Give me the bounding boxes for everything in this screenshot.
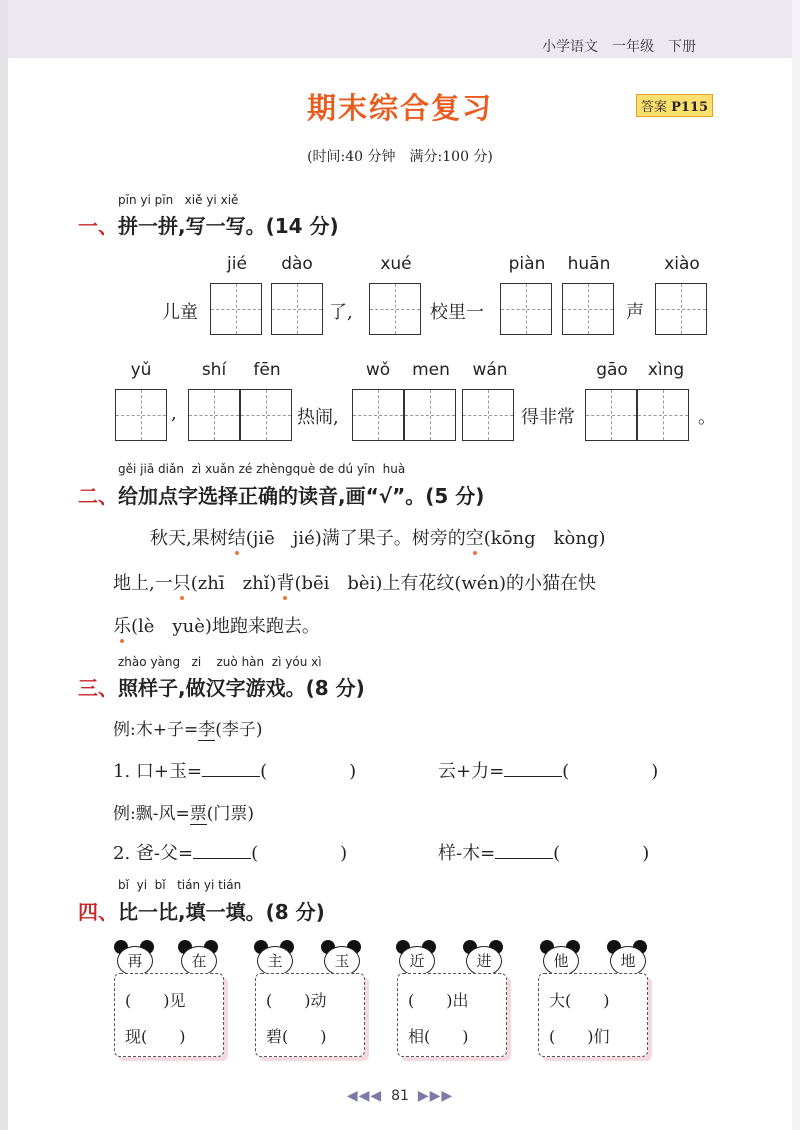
tianzige-box[interactable] xyxy=(271,283,323,335)
char-jin-enter: 进 xyxy=(466,946,502,976)
pinyin-wo: wǒ xyxy=(365,360,391,380)
tianzige-box[interactable] xyxy=(210,283,262,335)
pinyin-xue: xué xyxy=(380,254,412,274)
tianzige-box[interactable] xyxy=(637,389,689,441)
answer-page: P115 xyxy=(671,100,709,115)
dotted-char: 空 xyxy=(465,528,484,549)
subject-label: 小学语文 xyxy=(542,39,598,55)
text-renao: 热闹, xyxy=(297,407,339,428)
page-footer xyxy=(0,1088,800,1104)
answer-blank[interactable] xyxy=(495,840,553,859)
text-defeichang: 得非常 xyxy=(521,407,575,428)
tianzige-box[interactable] xyxy=(462,389,514,441)
page-number: 81 xyxy=(391,1088,409,1104)
fill-card xyxy=(397,973,507,1057)
pinyin-jie: jié xyxy=(227,254,247,274)
s3-question-2-left: 2. 爸-父= ( ) xyxy=(113,839,347,865)
s2-pinyin: gěi jiā diǎn zì xuǎn zé zhèngquè de dú yīn huà xyxy=(118,462,406,476)
volume-label: 下册 xyxy=(668,39,696,55)
s3-question-1-right: 云+力= ( ) xyxy=(438,757,658,783)
char-ta: 他 xyxy=(543,946,579,976)
s1-heading: 一、拼一拼,写一写。(14 分) xyxy=(78,214,339,238)
tianzige-box[interactable] xyxy=(404,389,456,441)
pinyin-shi: shí xyxy=(201,360,227,380)
text-period: 。 xyxy=(698,407,716,428)
tianzige-box[interactable] xyxy=(655,283,707,335)
pinyin-pian: piàn xyxy=(508,254,546,274)
book-info xyxy=(528,36,696,56)
text-sheng: 声 xyxy=(626,302,644,323)
dotted-char: 乐 xyxy=(113,616,131,637)
s4-heading: 四、比一比,填一填。(8 分) xyxy=(78,900,325,924)
answer-ref xyxy=(636,94,713,117)
fill-line[interactable]: ( )们 xyxy=(549,1027,610,1046)
answer-blank[interactable] xyxy=(504,758,562,777)
tianzige-box[interactable] xyxy=(352,389,404,441)
tianzige-box[interactable] xyxy=(562,283,614,335)
pinyin-fen: fēn xyxy=(253,360,281,380)
fill-card xyxy=(538,973,648,1057)
prev-arrows-icon: ◀◀◀ xyxy=(346,1088,383,1104)
fill-line[interactable]: 大( ) xyxy=(549,991,610,1010)
s3-question-2-right: 样-木= ( ) xyxy=(438,839,649,865)
char-zai-at: 在 xyxy=(181,946,217,976)
text-le: 了, xyxy=(329,302,353,323)
s3-example-2: 例:飘-风=票(门票) xyxy=(113,804,254,824)
fill-line[interactable]: ( )出 xyxy=(408,991,469,1010)
dotted-char: 背 xyxy=(276,573,295,594)
text-ertong: 儿童 xyxy=(162,302,198,323)
pinyin-xiao: xiào xyxy=(664,254,700,274)
tianzige-box[interactable] xyxy=(115,389,167,441)
fill-line[interactable]: 现( ) xyxy=(125,1027,186,1046)
page-title: 期末综合复习 xyxy=(306,91,493,125)
s4-pinyin: bǐ yi bǐ tián yi tián xyxy=(118,878,242,892)
dotted-char: 只 xyxy=(172,573,191,594)
pinyin-gao: gāo xyxy=(596,360,628,380)
tianzige-box[interactable] xyxy=(240,389,292,441)
time-info: (时间:40 分钟 满分:100 分) xyxy=(307,149,493,165)
s2-line-3: 乐(lè yuè)地跑来跑去。 xyxy=(113,616,320,637)
answer-label: 答案 xyxy=(641,100,668,115)
fill-card xyxy=(114,973,224,1057)
pinyin-men: men xyxy=(412,360,450,380)
fill-line[interactable]: ( )见 xyxy=(125,991,186,1010)
char-jin-near: 近 xyxy=(399,946,435,976)
s3-example-1: 例:木+子=李(李子) xyxy=(113,720,263,740)
text-comma: , xyxy=(171,403,177,424)
tianzige-box[interactable] xyxy=(369,283,421,335)
s3-pinyin: zhào yàng zi zuò hàn zì yóu xì xyxy=(118,655,322,669)
fill-line[interactable]: 相( ) xyxy=(408,1027,469,1046)
text-xiaoliyi: 校里一 xyxy=(430,302,484,323)
pinyin-yu: yǔ xyxy=(130,360,152,380)
pinyin-xing: xìng xyxy=(647,360,685,380)
dotted-char: 结 xyxy=(227,528,246,549)
pinyin-dao: dào xyxy=(281,254,313,274)
char-zhu: 主 xyxy=(257,946,293,976)
left-edge xyxy=(0,0,8,1130)
tianzige-box[interactable] xyxy=(500,283,552,335)
pinyin-huan: huān xyxy=(567,254,611,274)
char-yu: 玉 xyxy=(324,946,360,976)
grade-label: 一年级 xyxy=(612,39,654,55)
tianzige-box[interactable] xyxy=(188,389,240,441)
next-arrows-icon: ▶▶▶ xyxy=(417,1088,454,1104)
fill-line[interactable]: ( )动 xyxy=(266,991,327,1010)
answer-blank[interactable] xyxy=(193,840,251,859)
header-band xyxy=(8,0,792,58)
answer-blank[interactable] xyxy=(202,758,260,777)
fill-line[interactable]: 碧( ) xyxy=(266,1027,327,1046)
char-di: 地 xyxy=(610,946,646,976)
s2-heading: 二、给加点字选择正确的读音,画“√”。(5 分) xyxy=(78,484,485,508)
s3-question-1-left: 1. 口+玉= ( ) xyxy=(113,757,356,783)
s3-heading: 三、照样子,做汉字游戏。(8 分) xyxy=(78,676,365,700)
tianzige-box[interactable] xyxy=(585,389,637,441)
s2-line-1: 秋天,果树结(jiē jié)满了果子。树旁的空(kōng kòng) xyxy=(150,528,606,549)
s1-pinyin: pīn yi pīn xiě yi xiě xyxy=(118,193,239,207)
pinyin-wan: wán xyxy=(472,360,508,380)
s2-line-2: 地上,一只(zhī zhǐ)背(bēi bèi)上有花纹(wén)的小猫在快 xyxy=(113,573,597,594)
char-zai-again: 再 xyxy=(117,946,153,976)
fill-card xyxy=(255,973,365,1057)
